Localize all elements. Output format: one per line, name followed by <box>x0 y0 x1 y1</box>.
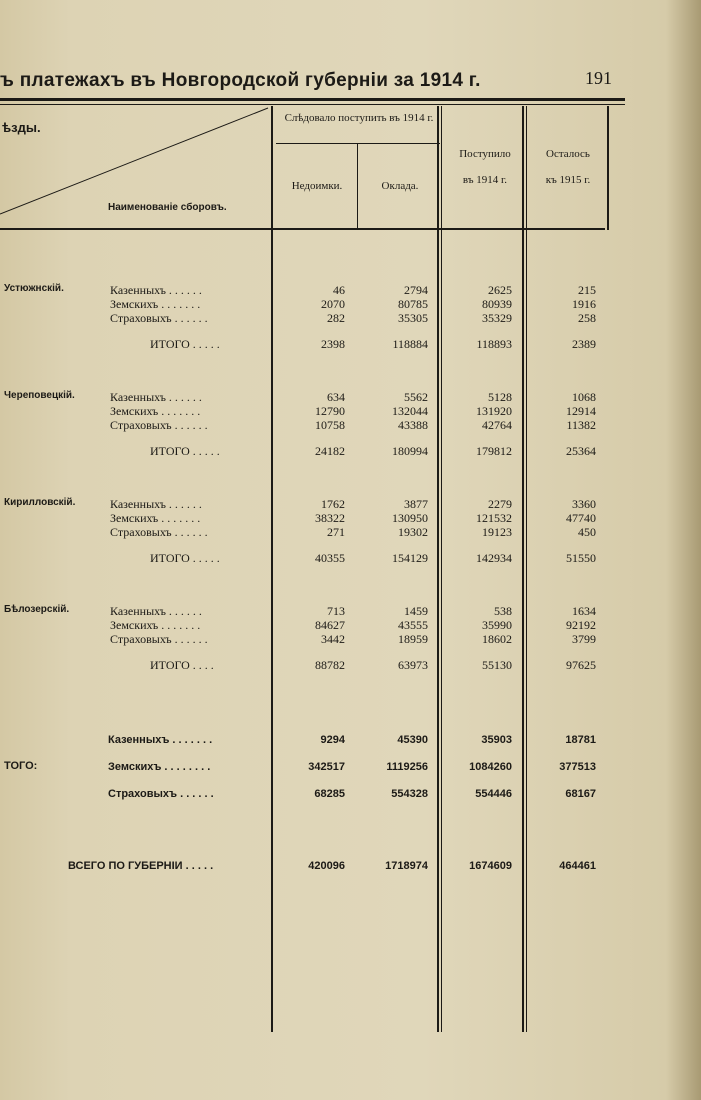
table-cell: 2625 <box>488 283 512 297</box>
total-label: ИТОГО . . . . . <box>150 337 220 351</box>
table-cell: 142934 <box>476 551 512 565</box>
total-label: ИТОГО . . . . . <box>150 551 220 565</box>
table-cell: 420096 <box>308 860 345 872</box>
table-cell: 554446 <box>475 788 512 800</box>
table-cell: 11382 <box>566 418 596 432</box>
table-cell: 18781 <box>565 734 596 746</box>
table-cell: 35329 <box>482 311 512 325</box>
column-rule-2a <box>357 143 358 230</box>
table-cell: 35903 <box>481 734 512 746</box>
table-cell: 282 <box>327 311 345 325</box>
table-cell: 45390 <box>397 734 428 746</box>
table-cell: 118884 <box>392 337 428 351</box>
table-cell: 377513 <box>559 761 596 773</box>
table-cell: 179812 <box>476 444 512 458</box>
column-rule-5 <box>607 106 609 230</box>
table-cell: 19302 <box>398 525 428 539</box>
table-cell: 554328 <box>391 788 428 800</box>
table-cell: 342517 <box>308 761 345 773</box>
table-cell: 2398 <box>321 337 345 351</box>
table-cell: 1119256 <box>386 761 428 773</box>
top-rule-thick <box>0 98 625 101</box>
table-cell: 3877 <box>404 497 428 511</box>
header-nedoimki: Недоимки. <box>291 180 343 192</box>
column-rule-4b <box>526 106 527 1032</box>
table-cell: 9294 <box>320 734 345 746</box>
district-name: Бѣлозерскій. <box>4 604 70 615</box>
table-cell: 634 <box>327 390 345 404</box>
table-cell: 43555 <box>398 618 428 632</box>
table-cell: 271 <box>327 525 345 539</box>
grand-total-label: ТОГО: <box>4 760 38 772</box>
table-cell: 258 <box>578 311 596 325</box>
left-header: ѣзды. <box>2 120 41 135</box>
total-label: ИТОГО . . . . <box>150 658 214 672</box>
table-cell: 450 <box>578 525 596 539</box>
grand-row-label: Земскихъ . . . . . . . . <box>108 761 211 773</box>
table-cell: 130950 <box>392 511 428 525</box>
table-cell: 3442 <box>321 632 345 646</box>
row-label: Земскихъ . . . . . . . <box>110 618 201 632</box>
page-number: 191 <box>585 68 612 88</box>
table-cell: 43388 <box>398 418 428 432</box>
table-cell: 12790 <box>315 404 345 418</box>
header-postupilo-2: въ 1914 г. <box>462 174 508 186</box>
table-cell: 46 <box>333 283 345 297</box>
row-label: Казенныхъ . . . . . . <box>110 497 202 511</box>
table-cell: 97625 <box>566 658 596 672</box>
district-name: Череповецкій. <box>4 390 75 401</box>
table-cell: 5562 <box>404 390 428 404</box>
row-label: Страховыхъ . . . . . . <box>110 418 208 432</box>
grand-all-label: ВСЕГО ПО ГУБЕРНІИ . . . . . <box>68 860 214 872</box>
district-name: Устюжнскій. <box>4 283 64 294</box>
table-cell: 121532 <box>476 511 512 525</box>
table-cell: 51550 <box>566 551 596 565</box>
table-cell: 68167 <box>565 788 596 800</box>
table-cell: 180994 <box>392 444 428 458</box>
table-cell: 18959 <box>398 632 428 646</box>
table-cell: 18602 <box>482 632 512 646</box>
column-rule-1 <box>271 106 273 1032</box>
row-label: Казенныхъ . . . . . . <box>110 283 202 297</box>
table-cell: 2279 <box>488 497 512 511</box>
grand-row-label: Страховыхъ . . . . . . <box>108 788 214 800</box>
row-label: Казенныхъ . . . . . . <box>110 390 202 404</box>
table-cell: 1674609 <box>469 860 512 872</box>
row-label: Страховыхъ . . . . . . <box>110 632 208 646</box>
table-cell: 3799 <box>572 632 596 646</box>
row-label: Земскихъ . . . . . . . <box>110 297 201 311</box>
table-cell: 68285 <box>314 788 345 800</box>
table-cell: 132044 <box>392 404 428 418</box>
table-cell: 131920 <box>476 404 512 418</box>
table-cell: 12914 <box>566 404 596 418</box>
table-cell: 1634 <box>572 604 596 618</box>
column-rule-3 <box>437 106 439 1032</box>
column-rule-4 <box>522 106 524 1032</box>
page-title: ъ платежахъ въ Новгородской губерніи за 1914 г. <box>0 70 481 91</box>
group-rule <box>276 143 440 144</box>
total-label: ИТОГО . . . . . <box>150 444 220 458</box>
row-label: Казенныхъ . . . . . . <box>110 604 202 618</box>
row-label: Страховыхъ . . . . . . <box>110 311 208 325</box>
table-cell: 713 <box>327 604 345 618</box>
grand-row-label: Казенныхъ . . . . . . . <box>108 734 213 746</box>
group-header: Слѣдовало поступить въ 1914 г. <box>284 112 434 124</box>
table-cell: 35990 <box>482 618 512 632</box>
table-cell: 118893 <box>476 337 512 351</box>
table-cell: 25364 <box>566 444 596 458</box>
table-cell: 2794 <box>404 283 428 297</box>
table-cell: 3360 <box>572 497 596 511</box>
table-cell: 2070 <box>321 297 345 311</box>
table-cell: 154129 <box>392 551 428 565</box>
table-cell: 19123 <box>482 525 512 539</box>
row-label: Земскихъ . . . . . . . <box>110 511 201 525</box>
table-cell: 1068 <box>572 390 596 404</box>
row-label: Страховыхъ . . . . . . <box>110 525 208 539</box>
table-cell: 55130 <box>482 658 512 672</box>
table-cell: 84627 <box>315 618 345 632</box>
table-cell: 1084260 <box>469 761 512 773</box>
table-cell: 1718974 <box>385 860 428 872</box>
table-cell: 88782 <box>315 658 345 672</box>
table-cell: 80785 <box>398 297 428 311</box>
table-cell: 1762 <box>321 497 345 511</box>
header-oklada: Оклада. <box>381 180 419 192</box>
table-cell: 63973 <box>398 658 428 672</box>
header-postupilo-1: Поступило <box>459 148 511 160</box>
district-name: Кирилловскій. <box>4 497 76 508</box>
column-rule-3b <box>441 106 442 1032</box>
row-label: Земскихъ . . . . . . . <box>110 404 201 418</box>
header-ostalos-2: къ 1915 г. <box>545 174 591 186</box>
header-bottom-rule <box>0 228 605 230</box>
top-rule-thin <box>0 104 625 105</box>
table-cell: 42764 <box>482 418 512 432</box>
table-cell: 215 <box>578 283 596 297</box>
table-cell: 80939 <box>482 297 512 311</box>
table-cell: 5128 <box>488 390 512 404</box>
table-cell: 38322 <box>315 511 345 525</box>
column-names-header: Наименованіе сборовъ. <box>108 202 227 213</box>
table-cell: 2389 <box>572 337 596 351</box>
table-cell: 92192 <box>566 618 596 632</box>
table-cell: 538 <box>494 604 512 618</box>
table-cell: 35305 <box>398 311 428 325</box>
table-cell: 1459 <box>404 604 428 618</box>
table-cell: 24182 <box>315 444 345 458</box>
table-cell: 10758 <box>315 418 345 432</box>
header-ostalos-1: Осталось <box>546 148 590 160</box>
table-cell: 1916 <box>572 297 596 311</box>
table-cell: 47740 <box>566 511 596 525</box>
table-cell: 464461 <box>559 860 596 872</box>
table-cell: 40355 <box>315 551 345 565</box>
